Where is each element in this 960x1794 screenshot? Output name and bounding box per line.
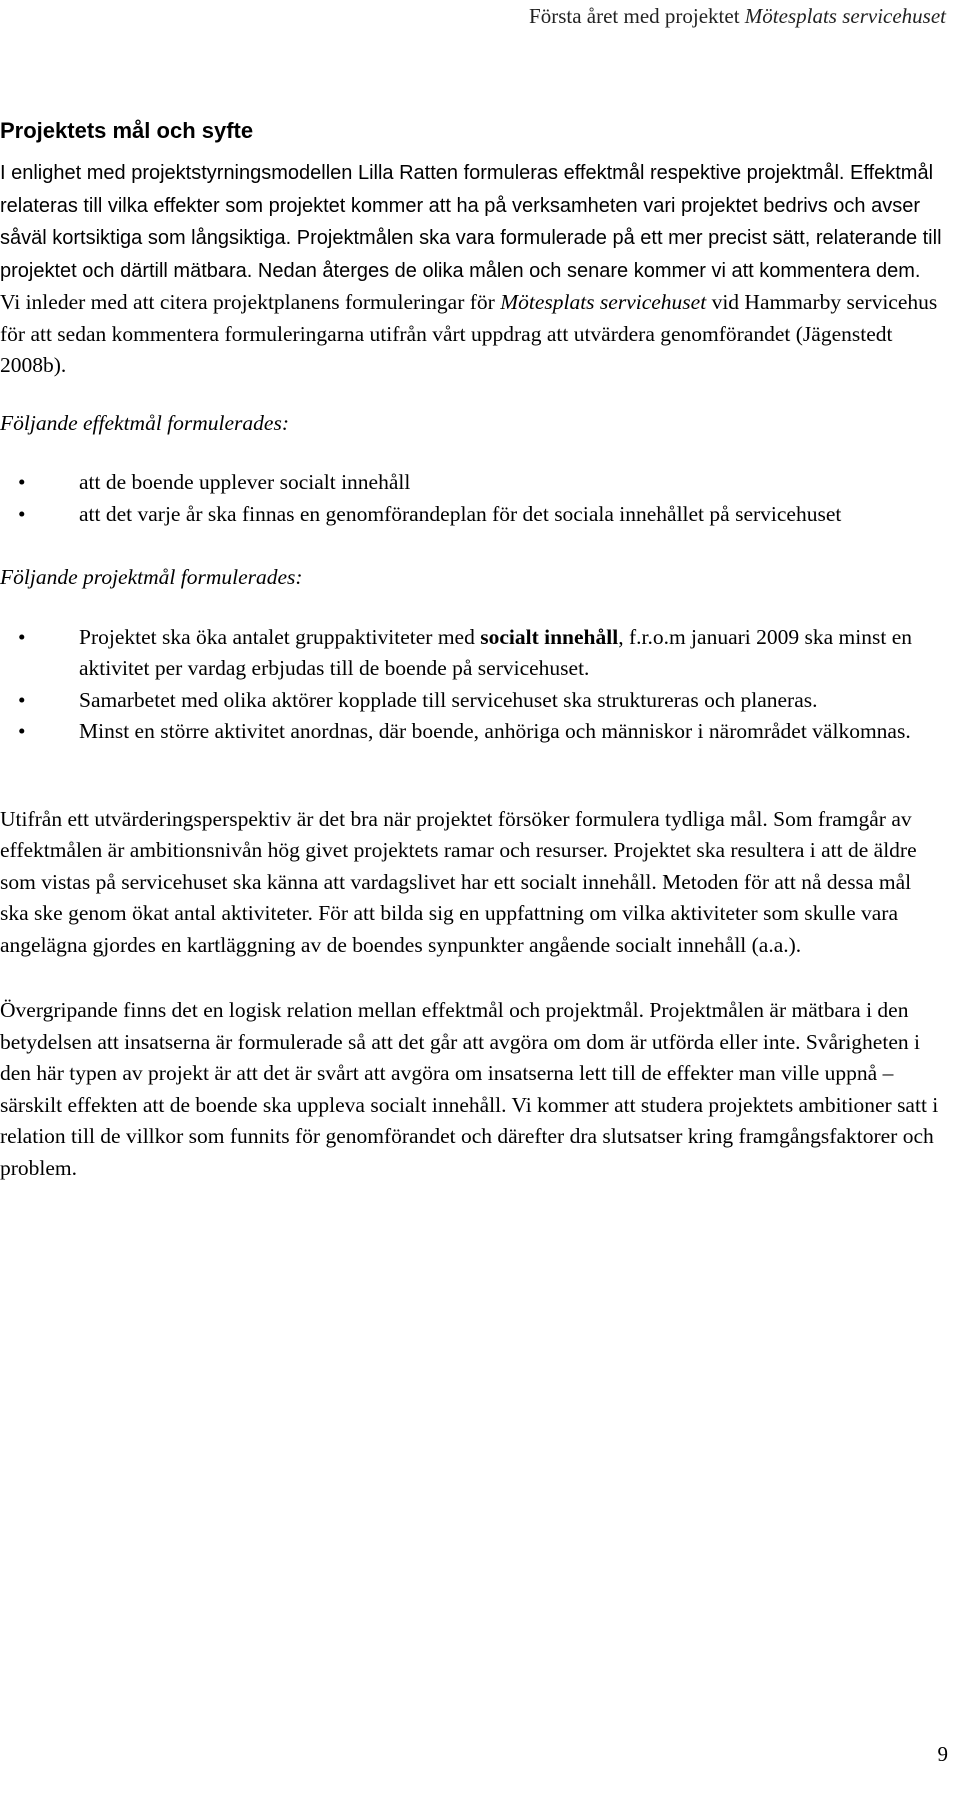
list-item-bold-text: socialt innehåll: [480, 624, 619, 649]
list-item-text: Minst en större aktivitet anordnas, där boende, anhöriga och människor i närområdet välkomnas.: [79, 719, 911, 743]
bullet-icon: •: [18, 501, 26, 526]
list-item-text: att det varje år ska finnas en genomförandeplan för det sociala innehållet på servicehuset: [79, 501, 842, 526]
list-item-text: Projektet ska öka antalet gruppaktiviteter med: [79, 624, 481, 649]
intro-project-name: Mötesplats servicehuset: [500, 290, 707, 314]
list-item: [0, 467, 944, 499]
body-paragraph: Utifrån ett utvärderingsperspektiv är det bra när projektet försöker formulera tydliga mål. Som framgår av effektmålen är ambitionsnivån hög givet projektets ramar och resurser. Projektet ska resultera i att de äldre som vistas på servicehuset ska känna att vardagslivet har ett socialt innehåll. Metoden för att nå dessa mål ska ske genom ökat antal aktiviteter. För att bilda sig en uppfattning om vilka aktiviteter som skulle vara angelägna gjordes en kartläggning av de boendes synpunkter angående socialt innehåll (a.a.).: [0, 806, 917, 957]
list-item-text: Samarbetet med olika aktörer kopplade till servicehuset ska struktureras och planeras.: [79, 687, 818, 712]
page-content: [0, 117, 944, 1184]
effektmal-list: [0, 467, 944, 530]
bullet-icon: •: [18, 470, 26, 494]
intro-serif-text-1: Vi inleder med att citera projektplanens formuleringar för: [0, 290, 501, 314]
section-title: Projektets mål och syfte: [0, 118, 254, 143]
intro-paragraph: [0, 157, 944, 382]
list-item: [0, 499, 944, 531]
bullet-icon: •: [18, 624, 26, 649]
list-item: [0, 685, 944, 717]
list-item-text: , f.r.o.m januari 2009 ska minst en aktivitet per vardag erbjudas till de boende på servicehuset.: [79, 624, 912, 680]
effektmal-lead: Följande effektmål formulerades:: [0, 410, 289, 435]
intro-sans-text: I enlighet med projektstyrningsmodellen Lilla Ratten formuleras effektmål respektive projektmål. Effektmål relateras till vilka effekter som projektet kommer att ha på verksamheten vari projektet bedrivs och avser såväl kortsiktiga som långsiktiga. Projektmålen ska vara formulerade på ett mer precist sätt, relaterande till projektet och därtill mätbara. Nedan återges de olika målen och senare kommer vi att kommentera dem.: [0, 162, 942, 282]
list-item: [0, 622, 944, 685]
running-header: [529, 4, 946, 29]
page-number: 9: [937, 1742, 948, 1766]
header-prefix: Första året med projektet: [529, 4, 745, 28]
header-project-name: Mötesplats servicehuset: [744, 4, 946, 28]
intro-serif-text-2: vid Hammarby servicehus för att sedan kommentera formuleringarna utifrån vårt uppdrag att utvärdera genomförandet (Jägenstedt 2008b).: [0, 290, 938, 377]
projektmal-lead: Följande projektmål formulerades:: [0, 565, 303, 589]
list-item-text: att de boende upplever socialt innehåll: [79, 470, 411, 494]
list-item: [0, 716, 944, 748]
bullet-icon: •: [18, 687, 26, 712]
projektmal-list: [0, 622, 944, 748]
bullet-icon: •: [18, 719, 26, 743]
body-paragraph: Övergripande finns det en logisk relation mellan effektmål och projektmål. Projektmålen är mätbara i den betydelsen att insatserna är formulerade så att det går att avgöra om dom är utförda eller inte. Svårigheten i den här typen av projekt är att det är svårt att avgöra om insatserna lett till de effekter man ville uppnå – särskilt effekten att de boende ska uppleva socialt innehåll. Vi kommer att studera projektets ambitioner satt i relation till de villkor som funnits för genomförandet och därefter dra slutsatser kring framgångsfaktorer och problem.: [0, 998, 939, 1180]
